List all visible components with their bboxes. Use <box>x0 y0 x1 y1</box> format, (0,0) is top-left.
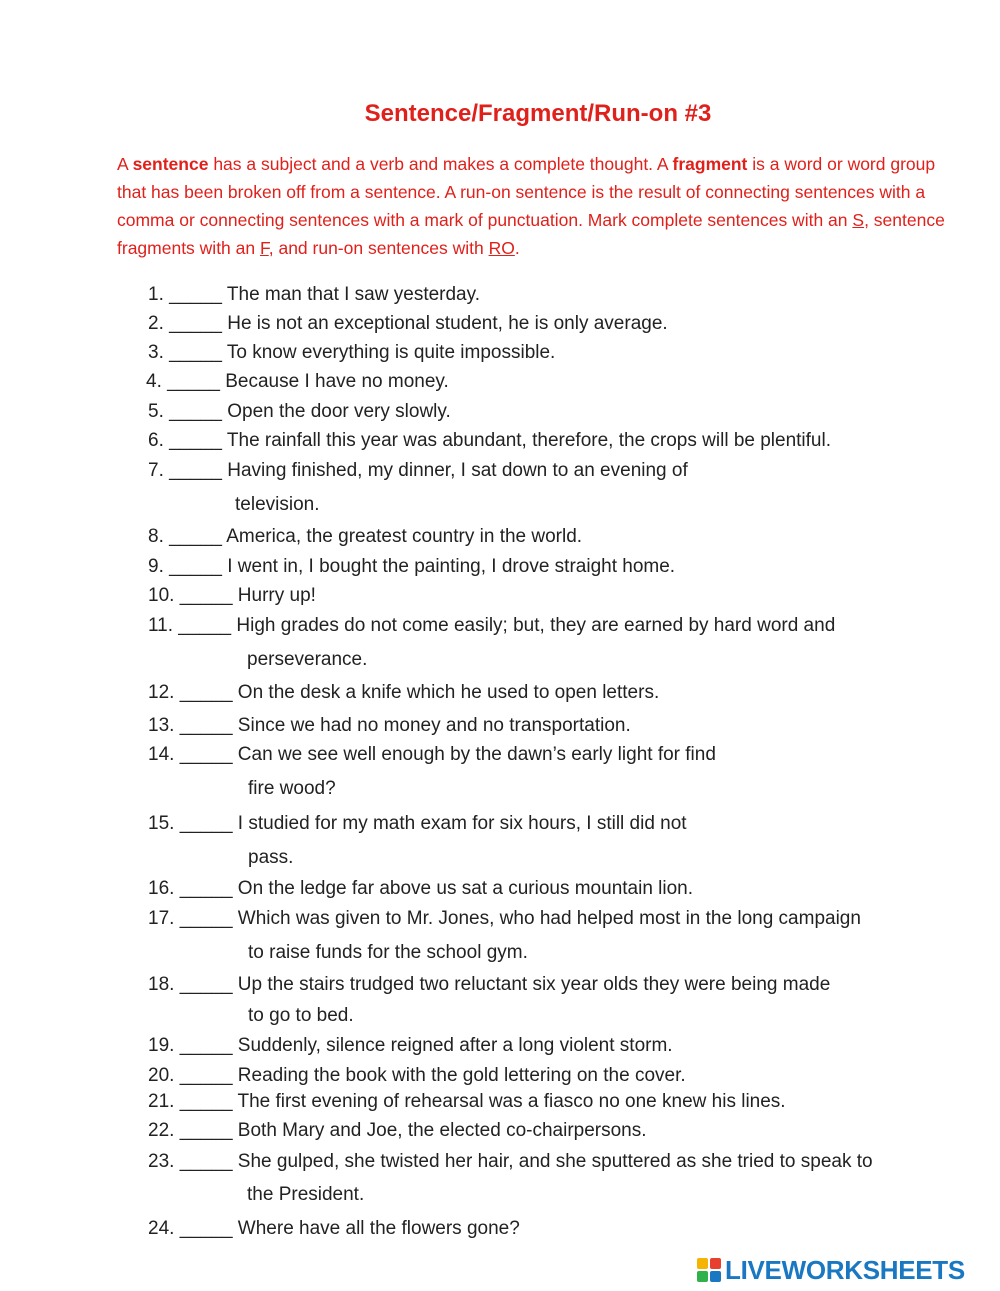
liveworksheets-logo-icon <box>697 1258 721 1282</box>
question-7-continuation: television. <box>235 494 320 515</box>
instructions-text: , and run-on sentences with <box>268 238 489 258</box>
instructions-text: has a subject and a verb and makes a complete thought. A <box>208 154 673 174</box>
question-13[interactable]: 13. _____ Since we had no money and no transportation. <box>148 715 631 736</box>
question-23-continuation: the President. <box>247 1184 365 1205</box>
liveworksheets-logo <box>697 1256 993 1284</box>
question-11-continuation: perseverance. <box>247 649 368 670</box>
question-4[interactable]: 4. _____ Because I have no money. <box>146 371 449 392</box>
question-23[interactable]: 23. _____ She gulped, she twisted her hair, and she sputtered as she tried to speak to <box>148 1151 873 1172</box>
question-17[interactable]: 17. _____ Which was given to Mr. Jones, who had helped most in the long campaign <box>148 908 861 929</box>
question-15-continuation: pass. <box>248 847 294 868</box>
instructions <box>117 150 957 262</box>
question-14[interactable]: 14. _____ Can we see well enough by the dawn’s early light for find <box>148 744 716 765</box>
question-5[interactable]: 5. _____ Open the door very slowly. <box>148 401 451 422</box>
question-14-continuation: fire wood? <box>248 778 336 799</box>
question-8[interactable]: 8. _____ America, the greatest country in the world. <box>148 526 583 547</box>
question-18[interactable]: 18. _____ Up the stairs trudged two reluctant six year olds they were being made <box>148 974 831 995</box>
question-3[interactable]: 3. _____ To know everything is quite impossible. <box>148 342 556 363</box>
mark-s: S <box>852 210 865 230</box>
question-9[interactable]: 9. _____ I went in, I bought the painting, I drove straight home. <box>148 556 676 577</box>
instructions-text: A <box>117 154 133 174</box>
question-15[interactable]: 15. _____ I studied for my math exam for six hours, I still did not <box>148 813 687 834</box>
question-6[interactable]: 6. _____ The rainfall this year was abundant, therefore, the crops will be plentiful. <box>148 430 831 451</box>
question-10[interactable]: 10. _____ Hurry up! <box>148 585 316 606</box>
term-sentence: sentence <box>132 154 209 174</box>
mark-ro: RO <box>488 238 515 258</box>
question-22[interactable]: 22. _____ Both Mary and Joe, the elected co-chairpersons. <box>148 1120 647 1141</box>
question-11[interactable]: 11. _____ High grades do not come easily; but, they are earned by hard word and <box>148 615 836 636</box>
question-1[interactable]: 1. _____ The man that I saw yesterday. <box>148 284 480 305</box>
logo-text: LIVEWORKSHEETS <box>725 1255 965 1285</box>
term-fragment: fragment <box>672 154 748 174</box>
page-title: Sentence/Fragment/Run-on #3 <box>364 100 712 127</box>
question-17-continuation: to raise funds for the school gym. <box>248 942 528 963</box>
instructions-text: , sentence fragments with an <box>117 210 945 258</box>
question-24[interactable]: 24. _____ Where have all the flowers gone? <box>148 1218 520 1239</box>
question-16[interactable]: 16. _____ On the ledge far above us sat a curious mountain lion. <box>148 878 694 899</box>
mark-f: F <box>259 238 269 258</box>
question-20[interactable]: 20. _____ Reading the book with the gold lettering on the cover. <box>148 1065 686 1086</box>
question-7[interactable]: 7. _____ Having finished, my dinner, I sat down to an evening of <box>148 460 688 481</box>
instructions-text: is a word or word group that has been broken off from a sentence. A run-on sentence is the result of connecting sentences with a comma or connecting sentences with a mark of punctuation. Mark complete sentences with an <box>117 154 936 230</box>
question-18-continuation: to go to bed. <box>248 1005 354 1026</box>
question-12[interactable]: 12. _____ On the desk a knife which he used to open letters. <box>148 682 660 703</box>
question-21[interactable]: 21. _____ The first evening of rehearsal was a fiasco no one knew his lines. <box>148 1091 786 1112</box>
question-2[interactable]: 2. _____ He is not an exceptional student, he is only average. <box>148 313 668 334</box>
question-19[interactable]: 19. _____ Suddenly, silence reigned after a long violent storm. <box>148 1035 673 1056</box>
instructions-text: . <box>514 238 520 258</box>
